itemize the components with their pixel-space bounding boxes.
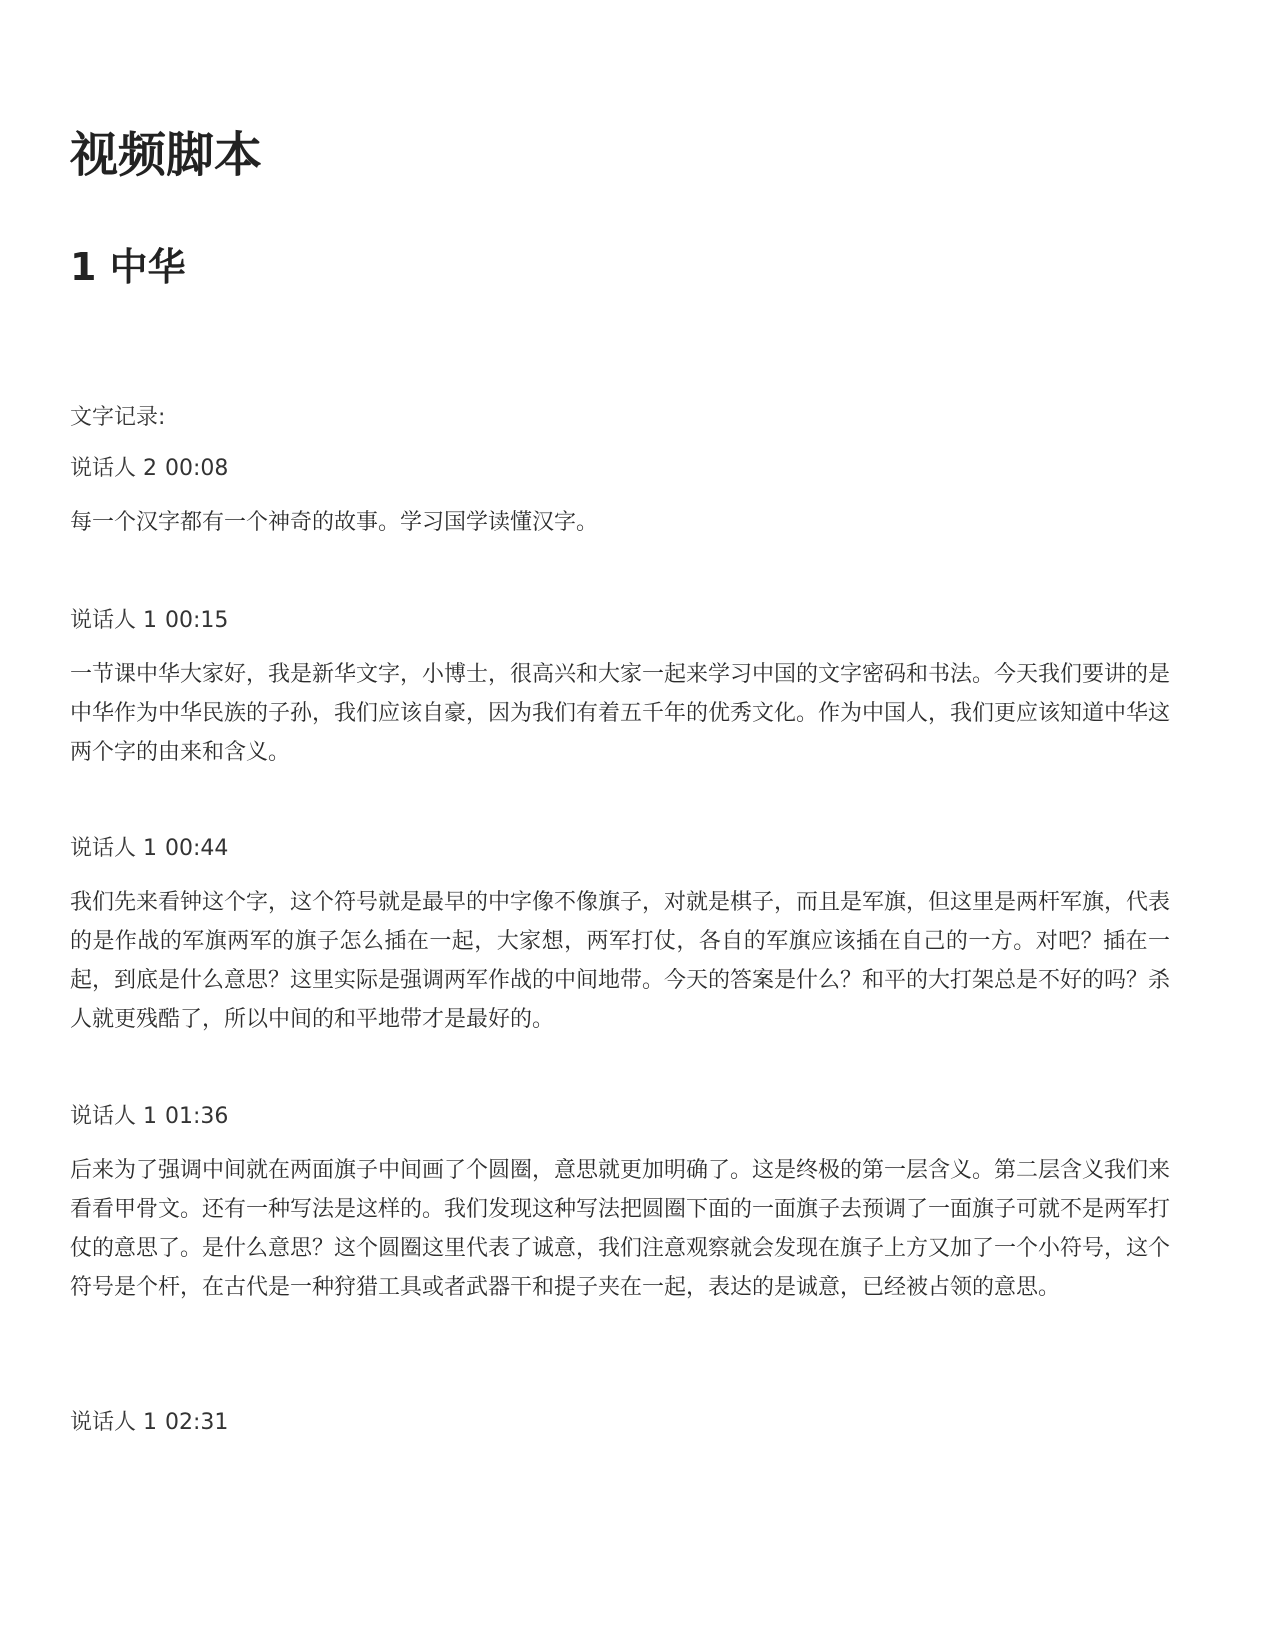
speaker-name: 说话人 1 (70, 608, 157, 633)
transcript-entry (70, 833, 1170, 1039)
transcript-entry (70, 605, 1170, 772)
speaker-line (70, 453, 1170, 485)
transcript-paragraph: 后来为了强调中间就在两面旗子中间画了个圆圈，意思就更加明确了。这是终极的第一层含义。第二层含义我们来看看甲骨文。还有一种写法是这样的。我们发现这种写法把圆圈下面的一面旗子去预调了一面旗子可就不是两军打仗的意思了。是什么意思？这个圆圈这里代表了诚意，我们注意观察就会发现在旗子上方又加了一个小符号，这个符号是个杆，在古代是一种狩猎工具或者武器干和提子夹在一起，表达的是诚意，已经被占领的意思。 (70, 1158, 1171, 1300)
section-heading: 1 中华 (70, 245, 186, 289)
timestamp: 00:44 (165, 836, 229, 861)
speaker-name: 说话人 1 (70, 836, 157, 861)
document-title: 视频脚本 (70, 127, 263, 183)
transcript-label-block (70, 402, 1170, 434)
transcript-entry (70, 1101, 1170, 1307)
speaker-name: 说话人 1 (70, 1410, 157, 1435)
timestamp: 02:31 (165, 1410, 229, 1435)
timestamp: 01:36 (165, 1104, 229, 1129)
speaker-line (70, 1101, 1170, 1133)
timestamp: 00:15 (165, 608, 229, 633)
transcript-entry (70, 1407, 1170, 1439)
transcript-paragraph: 一节课中华大家好，我是新华文字，小博士，很高兴和大家一起来学习中国的文字密码和书法。今天我们要讲的是中华作为中华民族的子孙，我们应该自豪，因为我们有着五千年的优秀文化。作为中国人，我们更应该知道中华这两个字的由来和含义。 (70, 662, 1171, 765)
speaker-name: 说话人 2 (70, 456, 157, 481)
transcript-label: 文字记录: (70, 405, 166, 430)
transcript-entry (70, 453, 1170, 542)
speaker-name: 说话人 1 (70, 1104, 157, 1129)
transcript-paragraph: 每一个汉字都有一个神奇的故事。学习国学读懂汉字。 (70, 510, 599, 535)
speaker-line (70, 1407, 1170, 1439)
timestamp: 00:08 (165, 456, 229, 481)
speaker-line (70, 605, 1170, 637)
transcript-paragraph: 我们先来看钟这个字，这个符号就是最早的中字像不像旗子，对就是棋子，而且是军旗，但这里是两杆军旗，代表的是作战的军旗两军的旗子怎么插在一起，大家想，两军打仗，各自的军旗应该插在自己的一方。对吧？插在一起，到底是什么意思？这里实际是强调两军作战的中间地带。今天的答案是什么？和平的大打架总是不好的吗？杀人就更残酷了，所以中间的和平地带才是最好的。 (70, 890, 1171, 1032)
speaker-line (70, 833, 1170, 865)
